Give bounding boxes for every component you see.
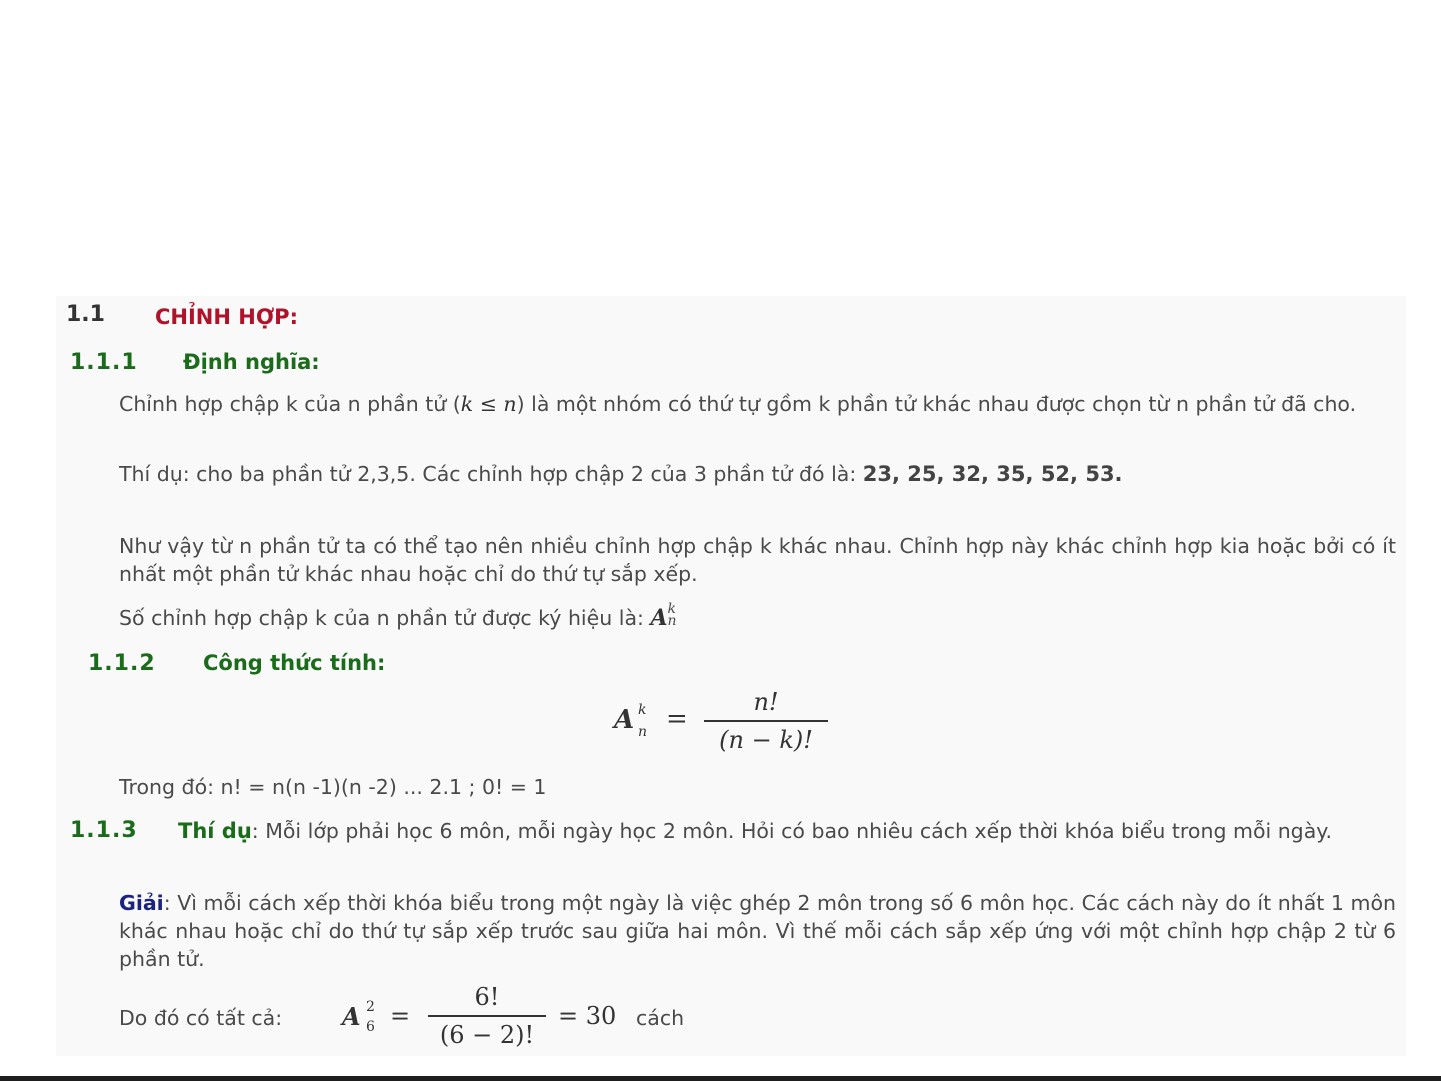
formula-equals: = bbox=[666, 704, 688, 734]
conclusion-fraction bbox=[428, 983, 546, 1049]
formula-numerator: n! bbox=[753, 688, 779, 716]
conclusion-equals: = bbox=[390, 1002, 411, 1030]
notation-symbol: A bbox=[650, 605, 668, 631]
solution-label: Giải bbox=[119, 891, 164, 915]
example-number: 1.1.3 bbox=[70, 818, 138, 843]
conclusion-fraction-bar bbox=[428, 1015, 546, 1017]
section-title: CHỈNH HỢP: bbox=[155, 305, 298, 329]
example-question: Thí dụ: Mỗi lớp phải học 6 môn, mỗi ngày học 2 môn. Hỏi có bao nhiêu cách xếp thời khóa biểu trong mỗi ngày. bbox=[178, 819, 1332, 843]
conclusion-lhs: A bbox=[342, 1002, 361, 1031]
conclusion-lhs-sub: 6 bbox=[366, 1019, 375, 1035]
formula-title: Công thức tính: bbox=[203, 651, 386, 675]
k-le-n-math: k ≤ n bbox=[460, 392, 517, 416]
conclusion-denominator: (6 − 2)! bbox=[439, 1021, 535, 1049]
factorial-definition: Trong đó: n! = n(n -1)(n -2) ... 2.1 ; 0! = 1 bbox=[119, 775, 547, 799]
formula-lhs: A bbox=[614, 705, 635, 735]
bottom-divider bbox=[0, 1076, 1441, 1081]
formula-lhs-sub: n bbox=[638, 724, 648, 740]
section-number: 1.1 bbox=[66, 302, 105, 327]
conclusion-unit: cách bbox=[636, 1006, 685, 1030]
solution-paragraph: Giải: Vì mỗi cách xếp thời khóa biểu trong một ngày là việc ghép 2 môn trong số 6 môn học. Các cách này do ít nhất 1 môn khác nhau hoặc chỉ do thứ tự sắp xếp trước sau giữa hai môn. Vì thế mỗi cách sắp xếp ứng với một chỉnh hợp chập 2 từ 6 phần tử. bbox=[119, 891, 1396, 971]
formula-lhs-sup: k bbox=[638, 702, 647, 718]
conclusion-lhs-sup: 2 bbox=[366, 999, 375, 1015]
formula-denominator: (n − k)! bbox=[719, 726, 813, 754]
definition-number: 1.1.1 bbox=[70, 350, 138, 375]
definition-paragraph: Chỉnh hợp chập k của n phần tử (k ≤ n) là một nhóm có thứ tự gồm k phần tử khác nhau được chọn từ n phần tử đã cho. bbox=[119, 392, 1357, 416]
notation-paragraph: Số chỉnh hợp chập k của n phần tử được ký hiệu là: A k n bbox=[119, 601, 677, 631]
definition-title: Định nghĩa: bbox=[183, 350, 320, 374]
example-values: 23, 25, 32, 35, 52, 53. bbox=[862, 462, 1123, 486]
formula-number: 1.1.2 bbox=[88, 651, 156, 676]
explanation-paragraph: Như vậy từ n phần tử ta có thể tạo nên nhiều chỉnh hợp chập k khác nhau. Chỉnh hợp này khác chỉnh hợp kia hoặc bởi có ít nhất một phần tử khác nhau hoặc chỉ do thứ tự sắp xếp. bbox=[119, 534, 1396, 586]
fraction-bar bbox=[704, 720, 828, 722]
conclusion-result: = 30 bbox=[558, 1002, 617, 1030]
example-title: Thí dụ bbox=[178, 819, 252, 843]
conclusion-numerator: 6! bbox=[474, 983, 500, 1011]
conclusion-text: Do đó có tất cả: bbox=[119, 1006, 283, 1030]
example-paragraph: Thí dụ: cho ba phần tử 2,3,5. Các chỉnh hợp chập 2 của 3 phần tử đó là: 23, 25, 32, 35, 52, 53. bbox=[119, 462, 1123, 486]
formula-fraction bbox=[704, 688, 828, 754]
